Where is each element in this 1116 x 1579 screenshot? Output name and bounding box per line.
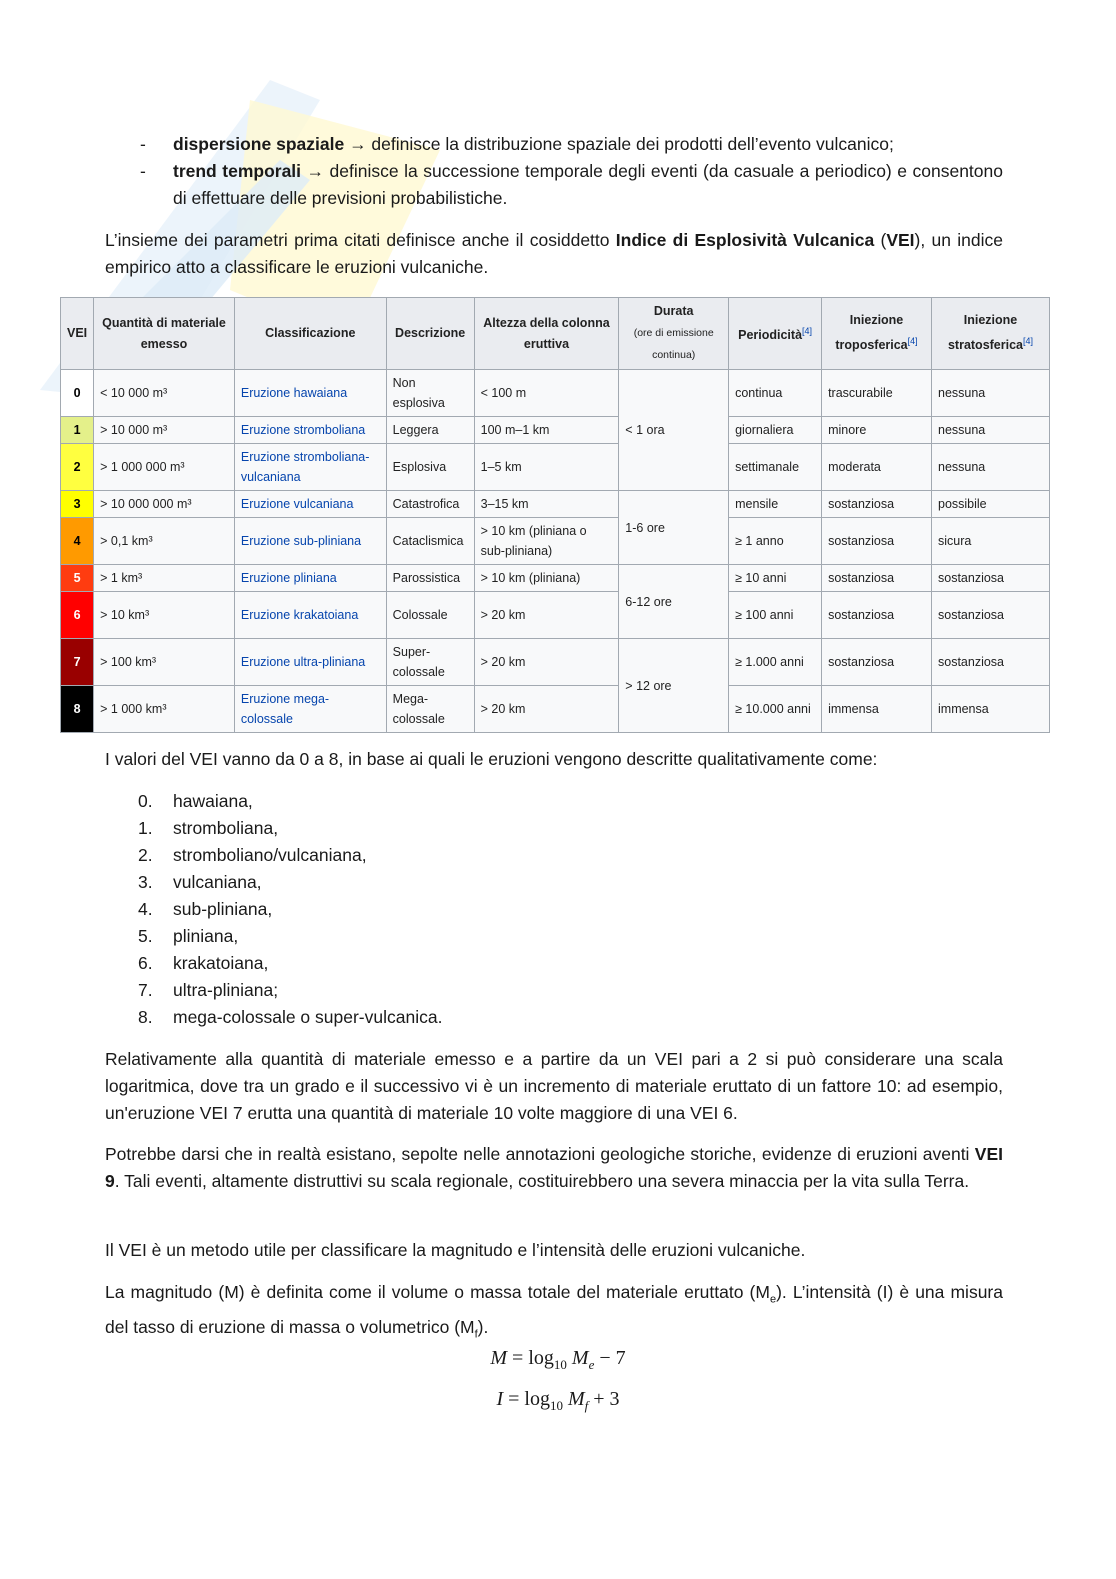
reference-link[interactable]: [4] <box>1023 336 1034 347</box>
descrizione-cell: Leggera <box>386 417 474 444</box>
periodicita-cell: giornaliera <box>729 417 822 444</box>
bullet-item: - trend temporali → definisce la successione temporale degli eventi (da casuale a periodico) e consentono di effettuare delle previsioni probabilistiche. <box>105 158 1003 212</box>
classificazione-link[interactable]: Eruzione stromboliana-vulcaniana <box>240 450 370 484</box>
descrizione-cell: Super-colossale <box>386 639 474 686</box>
periodicita-cell: ≥ 1.000 anni <box>729 639 822 686</box>
altezza-cell: 100 m–1 km <box>474 417 619 444</box>
bullet-list <box>105 131 1003 212</box>
list-item: 8. mega-colossale o super-vulcanica. <box>138 1007 443 1027</box>
descrizione-cell: Non esplosiva <box>386 370 474 417</box>
header-descrizione: Descrizione <box>386 298 474 370</box>
vei-level-cell: 7 <box>61 639 94 686</box>
intro-paragraph: L’insieme dei parametri prima citati definisce anche il cosiddetto Indice di Esplosività Vulcanica (VEI), un indice empirico atto a classificare le eruzioni vulcaniche. <box>105 230 1003 277</box>
header-altezza: Altezza della colonna eruttiva <box>474 298 619 370</box>
quantita-cell: > 10 000 000 m³ <box>94 491 235 518</box>
altezza-cell: 3–15 km <box>474 491 619 518</box>
classificazione-cell <box>234 518 386 565</box>
troposferica-cell: immensa <box>822 686 932 733</box>
vei-level-cell: 5 <box>61 565 94 592</box>
classificazione-link[interactable]: Eruzione mega-colossale <box>240 692 330 726</box>
periodicita-cell: ≥ 10.000 anni <box>729 686 822 733</box>
bullet-term: dispersione spaziale <box>173 134 345 154</box>
classificazione-link[interactable]: Eruzione vulcaniana <box>240 497 354 511</box>
list-item: 6. krakatoiana, <box>138 953 269 973</box>
stratosferica-cell: immensa <box>932 686 1050 733</box>
classificazione-cell <box>234 370 386 417</box>
list-item: 5. pliniana, <box>138 926 239 946</box>
troposferica-cell: sostanziosa <box>822 592 932 639</box>
stratosferica-cell: nessuna <box>932 444 1050 491</box>
descrizione-cell: Colossale <box>386 592 474 639</box>
altezza-cell: > 20 km <box>474 639 619 686</box>
classificazione-link[interactable]: Eruzione krakatoiana <box>240 608 359 622</box>
classificazione-cell <box>234 565 386 592</box>
stratosferica-cell: possibile <box>932 491 1050 518</box>
quantita-cell: > 0,1 km³ <box>94 518 235 565</box>
table-row <box>61 518 1050 565</box>
altezza-cell: > 10 km (pliniana) <box>474 565 619 592</box>
bullet-dash: - <box>140 134 146 154</box>
descrizione-cell: Esplosiva <box>386 444 474 491</box>
table-row <box>61 370 1050 417</box>
vei-table-wrapper <box>60 297 1050 733</box>
classificazione-cell <box>234 592 386 639</box>
table-row <box>61 417 1050 444</box>
table-row <box>61 565 1050 592</box>
header-classificazione: Classificazione <box>234 298 386 370</box>
troposferica-cell: sostanziosa <box>822 518 932 565</box>
list-item: 1. stromboliana, <box>138 818 279 838</box>
stratosferica-cell: nessuna <box>932 417 1050 444</box>
vei-table <box>60 297 1050 733</box>
bullet-term: trend temporali <box>173 161 302 181</box>
periodicita-cell: ≥ 100 anni <box>729 592 822 639</box>
periodicita-cell: ≥ 10 anni <box>729 565 822 592</box>
periodicita-cell: mensile <box>729 491 822 518</box>
periodicita-cell: settimanale <box>729 444 822 491</box>
bullet-dash: - <box>140 161 146 181</box>
classificazione-cell <box>234 417 386 444</box>
list-item: 3. vulcaniana, <box>138 872 262 892</box>
vei-level-cell: 8 <box>61 686 94 733</box>
vei-level-cell: 0 <box>61 370 94 417</box>
header-vei: VEI <box>61 298 94 370</box>
durata-cell: > 12 ore <box>619 639 729 733</box>
header-stratosferica: Iniezione stratosferica[4] <box>932 298 1050 370</box>
table-header-row <box>61 298 1050 370</box>
quantita-cell: > 1 km³ <box>94 565 235 592</box>
altezza-cell: 1–5 km <box>474 444 619 491</box>
table-row <box>61 686 1050 733</box>
troposferica-cell: moderata <box>822 444 932 491</box>
periodicita-cell: continua <box>729 370 822 417</box>
table-row <box>61 491 1050 518</box>
vei-level-cell: 1 <box>61 417 94 444</box>
altezza-cell: > 20 km <box>474 592 619 639</box>
durata-cell: < 1 ora <box>619 370 729 491</box>
vei-intro-paragraph: I valori del VEI vanno da 0 a 8, in base ai quali le eruzioni vengono descritte qualitativamente come: <box>105 749 878 769</box>
quantita-cell: > 10 km³ <box>94 592 235 639</box>
table-row <box>61 639 1050 686</box>
header-durata: Durata (ore di emissione continua) <box>619 298 729 370</box>
altezza-cell: > 10 km (pliniana o sub-pliniana) <box>474 518 619 565</box>
durata-cell: 6-12 ore <box>619 565 729 639</box>
troposferica-cell: sostanziosa <box>822 565 932 592</box>
vei-level-cell: 4 <box>61 518 94 565</box>
quantita-cell: > 1 000 000 m³ <box>94 444 235 491</box>
classificazione-link[interactable]: Eruzione pliniana <box>240 571 337 585</box>
classificazione-cell <box>234 444 386 491</box>
troposferica-cell: sostanziosa <box>822 639 932 686</box>
log-scale-paragraph: Relativamente alla quantità di materiale emesso e a partire da un VEI pari a 2 si può considerare una scala logaritmica, dove tra un grado e il successivo vi è un incremento di materiale eruttato di un fattore 10: ad esempio, un'eruzione VEI 7 erutta una quantità di materiale 10 volte maggiore di una VEI 6. <box>105 1049 1003 1123</box>
list-item: 4. sub-pliniana, <box>138 899 273 919</box>
bullet-item: - dispersione spaziale → definisce la distribuzione spaziale dei prodotti dell’evento vulcanico; <box>105 131 1003 158</box>
quantita-cell: > 1 000 km³ <box>94 686 235 733</box>
arrow-icon: → <box>349 134 367 154</box>
descrizione-cell: Mega-colossale <box>386 686 474 733</box>
table-row <box>61 444 1050 491</box>
table-body <box>61 370 1050 733</box>
arrow-icon: → <box>306 161 325 181</box>
list-item: 7. ultra-pliniana; <box>138 980 279 1000</box>
classificazione-link[interactable]: Eruzione hawaiana <box>240 386 348 400</box>
reference-link[interactable]: [4] <box>907 336 918 347</box>
stratosferica-cell: sostanziosa <box>932 639 1050 686</box>
intensity-formula: $I = \log_{10} M_f + 3$ <box>496 1388 620 1413</box>
magnitude-formula: $M = \log_{10} M_e - 7$ <box>490 1347 626 1372</box>
list-item: 0. hawaiana, <box>138 791 253 811</box>
classificazione-cell <box>234 686 386 733</box>
method-paragraph: Il VEI è un metodo utile per classificare la magnitudo e l’intensità delle eruzioni vulcaniche. <box>105 1240 806 1260</box>
descrizione-cell: Catastrofica <box>386 491 474 518</box>
header-troposferica: Iniezione troposferica[4] <box>822 298 932 370</box>
quantita-cell: > 10 000 m³ <box>94 417 235 444</box>
stratosferica-cell: sostanziosa <box>932 592 1050 639</box>
troposferica-cell: minore <box>822 417 932 444</box>
stratosferica-cell: nessuna <box>932 370 1050 417</box>
classificazione-cell <box>234 491 386 518</box>
classificazione-link[interactable]: Eruzione sub-pliniana <box>240 534 362 548</box>
vei-level-cell: 3 <box>61 491 94 518</box>
header-quantita: Quantità di materiale emesso <box>94 298 235 370</box>
vei-level-cell: 2 <box>61 444 94 491</box>
vei-level-cell: 6 <box>61 592 94 639</box>
classificazione-link[interactable]: Eruzione ultra-pliniana <box>240 655 366 669</box>
altezza-cell: > 20 km <box>474 686 619 733</box>
quantita-cell: < 10 000 m³ <box>94 370 235 417</box>
classificazione-cell <box>234 639 386 686</box>
classificazione-link[interactable]: Eruzione stromboliana <box>240 423 366 437</box>
reference-link[interactable]: [4] <box>802 325 813 336</box>
vei9-paragraph: Potrebbe darsi che in realtà esistano, sepolte nelle annotazioni geologiche storiche, evidenze di eruzioni aventi VEI 9. Tali eventi, altamente distruttivi su scala regionale, costituirebbero una severa minaccia per la vita sulla Terra. <box>105 1144 1003 1191</box>
stratosferica-cell: sostanziosa <box>932 565 1050 592</box>
periodicita-cell: ≥ 1 anno <box>729 518 822 565</box>
descrizione-cell: Parossistica <box>386 565 474 592</box>
quantita-cell: > 100 km³ <box>94 639 235 686</box>
stratosferica-cell: sicura <box>932 518 1050 565</box>
altezza-cell: < 100 m <box>474 370 619 417</box>
troposferica-cell: sostanziosa <box>822 491 932 518</box>
troposferica-cell: trascurabile <box>822 370 932 417</box>
vei-ordered-list <box>138 788 442 1031</box>
descrizione-cell: Cataclismica <box>386 518 474 565</box>
durata-cell: 1-6 ore <box>619 491 729 565</box>
magnitude-paragraph: La magnitudo (M) è definita come il volume o massa totale del materiale eruttato $(M_e)$. L’intensità (I) è una misura del tasso di eruzione di massa o volumetrico $(M_f)$. <box>105 1282 1003 1340</box>
header-periodicita: Periodicità[4] <box>729 298 822 370</box>
table-row <box>61 592 1050 639</box>
list-item: 2. stromboliano/vulcaniana, <box>138 845 367 865</box>
